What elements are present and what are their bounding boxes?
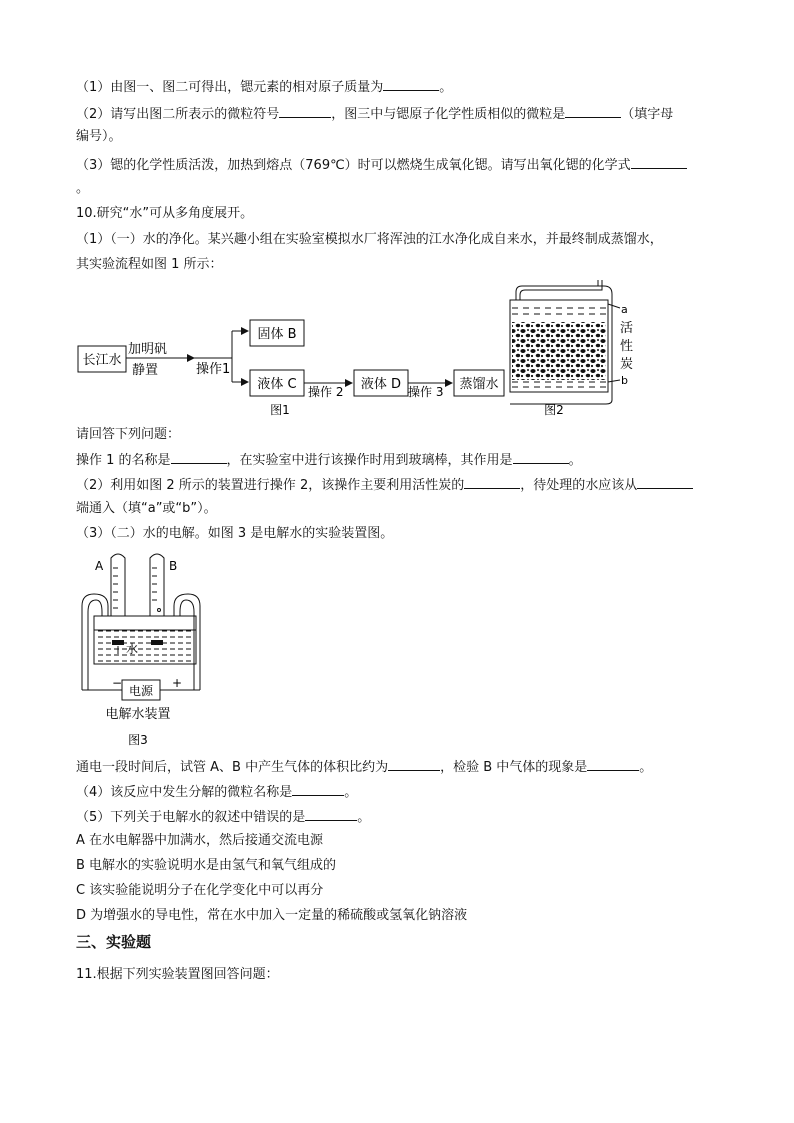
q9-part3-cont: 。 — [76, 181, 90, 196]
option-a[interactable]: A 在水电解器中加满水，然后接通交流电源 — [76, 833, 324, 848]
figure-1-and-2 — [70, 278, 640, 420]
step0-bottom-label: 静置 — [132, 363, 159, 378]
source-label: 长江水 — [82, 353, 122, 368]
q10-part2: （2）利用如图 2 所示的装置进行操作 2，该操作主要利用活性炭的 ，待处理的水应该从 — [76, 476, 693, 495]
q10-part4: （4）该反应中发生分解的微粒名称是 。 — [76, 785, 358, 800]
answer-blank[interactable] — [464, 476, 520, 489]
answer-blank[interactable] — [587, 758, 639, 771]
q9-part2: （2）请写出图二所表示的微粒符号 ，图三中与锶原子化学性质相似的微粒是 （填字母 — [76, 107, 674, 122]
figure-3-electrolysis — [74, 550, 208, 750]
answer-blank[interactable] — [631, 156, 687, 169]
tube-a-label: A — [95, 559, 104, 573]
distilled-water-label: 蒸馏水 — [459, 377, 499, 392]
electrolysis-question: 通电一段时间后，试管 A、B 中产生气体的体积比约为 ，检验 B 中气体的现象是 。 — [76, 760, 653, 775]
section-heading: 三、实验题 — [76, 933, 152, 951]
power-label: 电源 — [128, 684, 154, 698]
answer-blank[interactable] — [637, 476, 693, 489]
step0-top-label: 加明矾 — [128, 342, 168, 357]
port-a-label: a — [621, 303, 628, 316]
answer-blank[interactable] — [388, 758, 440, 771]
device-label: 电解水装置 — [105, 707, 171, 722]
water-label: 水 — [125, 642, 139, 656]
q10-part5: （5）下列关于电解水的叙述中错误的是 。 — [76, 810, 371, 825]
ask-line: 请回答下列问题： — [76, 427, 181, 442]
op3-label: 操作 3 — [408, 385, 444, 399]
carbon-label-char: 性 — [620, 339, 634, 354]
q10-part2-cont: 端通入（填“a”或“b”）。 — [76, 501, 217, 516]
q10-title: 10.研究“水”可从多角度展开。 — [76, 206, 254, 221]
plus-label: + — [172, 676, 183, 690]
answer-blank[interactable] — [279, 105, 331, 118]
answer-blank[interactable] — [565, 105, 621, 118]
minus-label: − — [112, 676, 123, 690]
port-b-label: b — [621, 374, 628, 387]
q9-part2-cont: 编号）。 — [76, 129, 122, 144]
water-trough — [94, 616, 196, 664]
liquid-c-label: 液体 C — [257, 377, 297, 392]
solid-b-label: 固体 B — [257, 327, 297, 342]
q9-part3: （3）锶的化学性质活泼，加热到熔点（769℃）时可以燃烧生成氧化锶。请写出氧化锶的化学式 — [76, 156, 687, 175]
q10-part1-line1: （1）（一）水的净化。某兴趣小组在实验室模拟水厂将浑浊的江水净化成自来水，并最终制成蒸馏水， — [76, 232, 663, 247]
q11-title: 11.根据下列实验装置图回答问题： — [76, 967, 279, 982]
option-d[interactable]: D 为增强水的导电性，常在水中加入一定量的稀硫酸或氢氧化钠溶液 — [76, 908, 468, 923]
figure-2-caption: 图2 — [544, 403, 564, 417]
carbon-label-char: 炭 — [620, 357, 634, 372]
answer-blank[interactable] — [305, 808, 357, 821]
op1-label: 操作1 — [196, 362, 231, 377]
liquid-d-label: 液体 D — [360, 377, 402, 392]
q10-part3: （3）（二）水的电解。如图 3 是电解水的实验装置图。 — [76, 526, 394, 541]
q9-part1: （1）由图一、图二可得出，锶元素的相对原子质量为 。 — [76, 80, 453, 95]
option-b[interactable]: B 电解水的实验说明水是由氢气和氧气组成的 — [76, 858, 337, 873]
answer-blank[interactable] — [292, 783, 344, 796]
tube-b-label: B — [169, 559, 178, 573]
answer-blank[interactable] — [171, 451, 227, 464]
activated-carbon-filter — [510, 280, 620, 404]
answer-blank[interactable] — [513, 451, 569, 464]
option-c[interactable]: C 该实验能说明分子在化学变化中可以再分 — [76, 883, 324, 898]
answer-blank[interactable] — [383, 78, 439, 91]
op1-question: 操作 1 的名称是 ，在实验室中进行该操作时用到玻璃棒，其作用是 。 — [76, 453, 582, 468]
figure-3-caption: 图3 — [128, 733, 148, 747]
carbon-label-char: 活 — [620, 321, 634, 336]
figure-1-caption: 图1 — [270, 403, 290, 417]
op2-label: 操作 2 — [308, 385, 344, 399]
q10-part1-line2: 其实验流程如图 1 所示： — [76, 257, 223, 272]
